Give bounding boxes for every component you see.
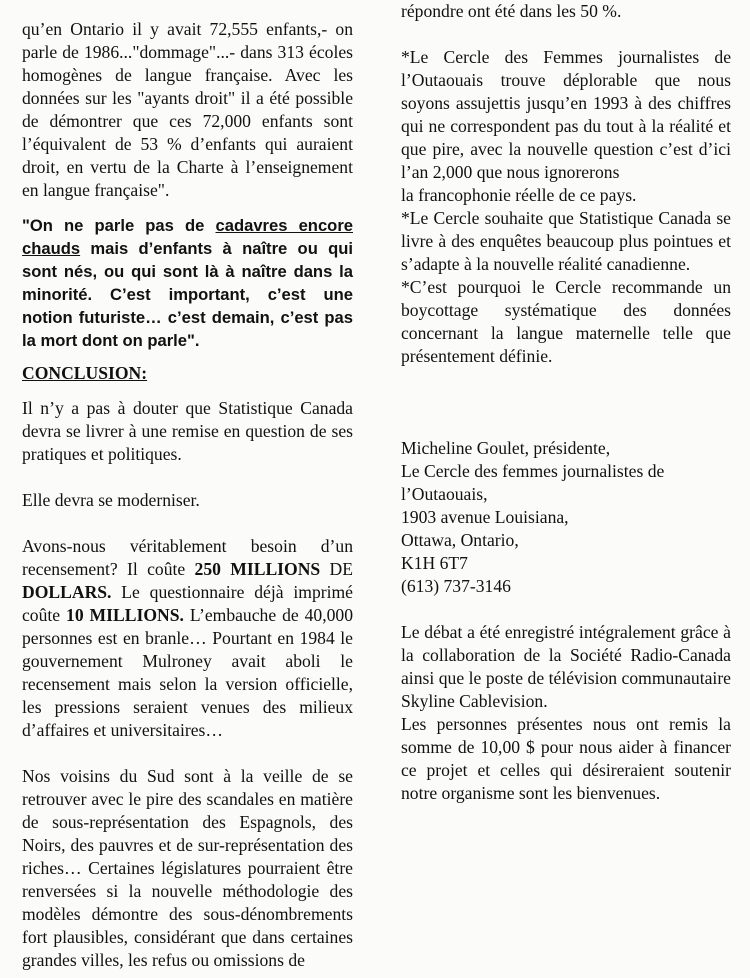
- signature-postal-code: K1H 6T7: [401, 553, 468, 573]
- paragraph-cercle-recommande: *C’est pourquoi le Cercle recommande un boycottage systématique des données concernant la langue maternelle telle que présentement définie.: [401, 277, 731, 366]
- paragraph-statistique-canada: Il n’y a pas à douter que Statistique Canada devra se livrer à une remise en question de ses pratiques et politiques.: [22, 398, 353, 464]
- signature-city: Ottawa, Ontario,: [401, 530, 519, 550]
- signature-phone: (613) 737-3146: [401, 576, 511, 596]
- right-column: [401, 0, 731, 805]
- paragraph-personnes-presentes: Les personnes présentes nous ont remis la somme de 10,00 $ pour nous aider à financer ce projet et celles qui désireraient soutenir notre organisme sont les bienvenues.: [401, 714, 731, 803]
- signature-organization: Le Cercle des femmes journalistes de: [401, 461, 665, 481]
- paragraph-repondre: répondre ont été dans les 50 %.: [401, 1, 622, 21]
- signature-name: Micheline Goulet, présidente,: [401, 438, 611, 458]
- paragraph-debat: Le débat a été enregistré intégralement grâce à la collaboration de la Société Radio-Canada ainsi que le poste de télévision communautaire Skyline Cablevision.: [401, 622, 731, 711]
- paragraph-cercle-souhaite: *Le Cercle souhaite que Statistique Canada se livre à des enquêtes beaucoup plus pointues et s’adapte à la nouvelle réalité canadienne.: [401, 208, 731, 274]
- paragraph-ontario-children: qu’en Ontario il y avait 72,555 enfants,- on parle de 1986..."dommage"...- dans 313 écoles homogènes de langue française. Avec les données sur les "ayants droit" il a été possible de démontrer que ces 72,000 enfants sont l’équivalent de 53 % d’enfants qui auraient droit, en vertu de la Charte à l’enseignement en langue française".: [22, 19, 353, 200]
- signature-block: [401, 437, 731, 598]
- signature-street: 1903 avenue Louisiana,: [401, 507, 569, 527]
- underlined-phrase: cadavres encore chauds: [22, 216, 353, 258]
- conclusion-heading: CONCLUSION:: [22, 363, 148, 383]
- paragraph-moderniser: Elle devra se moderniser.: [22, 490, 200, 510]
- signature-region: l’Outaouais,: [401, 484, 488, 504]
- quote-paragraph: "On ne parle pas de cadavres encore chauds mais d’enfants à naître ou qui sont nés, ou qui sont là à naître dans la minorité. C’est important, c’est une notion futuriste… c’est demain, c’est pas la mort dont on parle".: [22, 216, 353, 350]
- left-column: [22, 0, 353, 972]
- paragraph-cercle-deplorable: *Le Cercle des Femmes journalistes de l’Outaouais trouve déplorable que nous soyons assujettis jusqu’en 1993 à des chiffres qui ne correspondent pas du tout à la réalité et que pire, avec la nouvelle question c’est d’ici l’an 2,000 que nous ignorerons: [401, 47, 731, 182]
- paragraph-cercle-deplorable-end: la francophonie réelle de ce pays.: [401, 185, 637, 205]
- paragraph-recensement: Avons-nous véritablement besoin d’un recensement? Il coûte 250 MILLIONS DE DOLLARS. Le questionnaire déjà imprimé coûte 10 MILLIONS. L’embauche de 40,000 personnes est en branle… Pourtant en 1984 le gouvernement Mulroney avait aboli le recensement mais selon la version officielle, les pressions seraient venues des milieux d’affaires et universitaires…: [22, 536, 353, 740]
- paragraph-voisins-du-sud: Nos voisins du Sud sont à la veille de se retrouver avec le pire des scandales en matière de sous-représentation des Espagnols, des Noirs, des pauvres et de sur-représentation des riches… Certaines législatures pourraient être renversées si la nouvelle méthodologie des modèles démontre des sous-dénombrements fort plausibles, considérant que dans certaines grandes villes, les refus ou omissions de: [22, 766, 353, 970]
